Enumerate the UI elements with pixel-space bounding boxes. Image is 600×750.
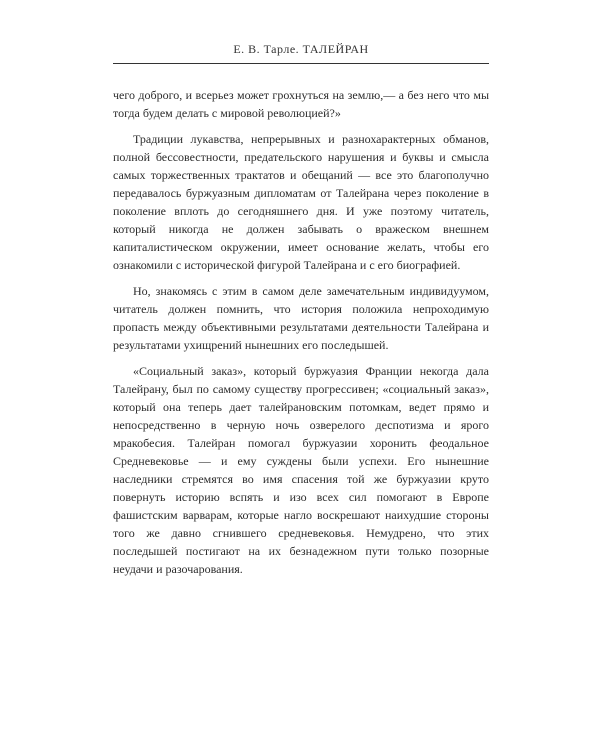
running-head: Е. В. Тарле. ТАЛЕЙРАН xyxy=(233,42,369,56)
paragraph-3: Но, знакомясь с этим в самом деле замечательным индивидуумом, читатель должен помнить, что история положила непроходимую пропасть между объективными результатами деятельности Талейрана и результатами ухищрений нынешних его последышей. xyxy=(113,284,489,352)
header-rule xyxy=(113,63,489,64)
paragraph-4: «Социальный заказ», который буржуазия Франции некогда дала Талейрану, был по самому существу прогрессивен; «социальный заказ», который она теперь дает талейрановским потомкам, ведет прямо и непосредственно в черную ночь озверелого деспотизма и ярого мракобесия. Талейран помогал буржуазии хоронить феодальное Средневековье — и ему суждены были успехи. Его нынешние наследники стремятся во имя спасения той же буржуазии круто повернуть историю вспять и изо всех сил помогают в Европе фашистским варварам, которые нагло воскрешают наихудшие стороны того же давно сгнившего средневековья. Немудрено, что этих последышей постигают на их безнадежном пути только позорные неудачи и разочарования. xyxy=(113,364,489,576)
body-text xyxy=(113,86,489,586)
paragraph-1: чего доброго, и всерьез может грохнуться на землю,— а без него что мы тогда будем делать с мировой революцией?» xyxy=(113,88,489,120)
paragraph-2: Традиции лукавства, непрерывных и разнохарактерных обманов, полной бессовестности, предательского нарушения и буквы и смысла самых торжественных трактатов и обещаний — все это благополучно передавалось буржуазным дипломатам от Талейрана через поколение в поколение вплоть до сегодняшнего дня. И уже поэтому читатель, который никогда не должен забывать о вражеском внешнем капиталистическом окружении, имеет основание желать, чтобы его ознакомили с исторической фигурой Талейрана и с его биографией. xyxy=(113,132,489,272)
